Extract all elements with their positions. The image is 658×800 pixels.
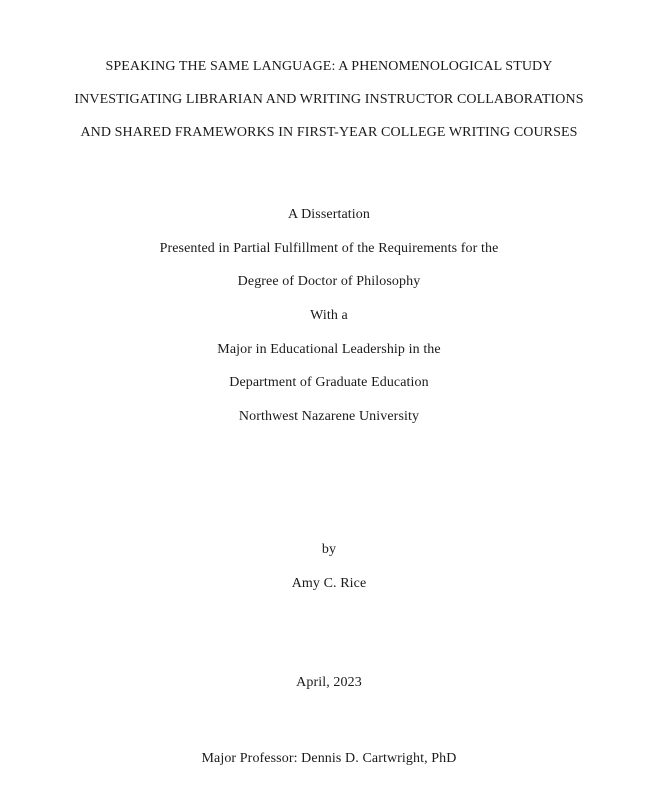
department-name: Department of Graduate Education xyxy=(229,375,429,390)
title-line-2: INVESTIGATING LIBRARIAN AND WRITING INSTRUCTOR COLLABORATIONS xyxy=(74,92,584,107)
submission-date: April, 2023 xyxy=(296,675,362,690)
degree-name: Degree of Doctor of Philosophy xyxy=(237,274,421,289)
dissertation-label: A Dissertation xyxy=(288,207,370,222)
title-line-3: AND SHARED FRAMEWORKS IN FIRST-YEAR COLLEGE WRITING COURSES xyxy=(80,125,578,140)
fulfillment-statement: Presented in Partial Fulfillment of the Requirements for the xyxy=(159,241,499,256)
with-a-text: With a xyxy=(310,308,348,323)
major-professor: Major Professor: Dennis D. Cartwright, PhD xyxy=(201,751,457,766)
major-statement: Major in Educational Leadership in the xyxy=(217,342,441,357)
author-name: Amy C. Rice xyxy=(291,576,367,591)
by-text: by xyxy=(321,542,337,557)
university-name: Northwest Nazarene University xyxy=(238,409,420,424)
title-line-1: SPEAKING THE SAME LANGUAGE: A PHENOMENOLOGICAL STUDY xyxy=(105,59,553,74)
